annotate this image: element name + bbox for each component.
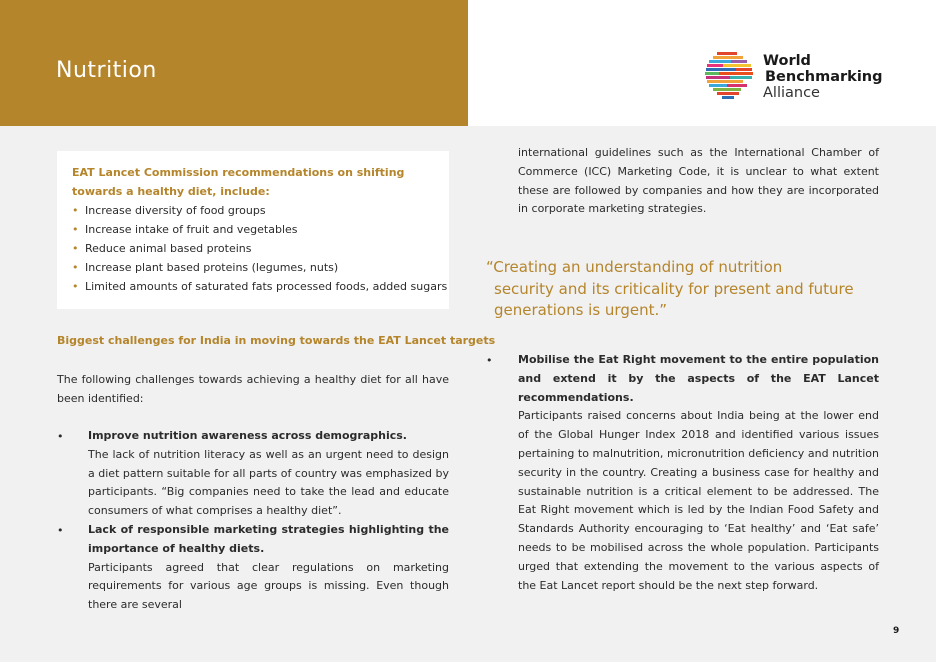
page-title: Nutrition — [56, 58, 157, 83]
bullet-icon: • — [57, 430, 64, 443]
logo-wordmark — [763, 53, 883, 101]
list-item: • Increase diversity of food groups — [72, 201, 447, 220]
list-item: • Reduce animal based proteins — [72, 239, 447, 258]
challenge-3 — [518, 351, 879, 595]
list-item: • Increase plant based proteins (legumes, nuts) — [72, 258, 447, 277]
challenge-3-body: Participants raised concerns about India being at the lower end of the Global Hunger Index 2018 and identified various issues pertaining to malnutrition, micronutrition deficiency and nutrition security in the country. Creating a business case for healthy and sustainable nutrition is a critical element to be addressed. The Eat Right movement which is led by the Indian Food Safety and Standards Authority encouraging to ‘Eat healthy’ and ‘Eat safe’ needs to be mobilised across the whole population. Participants urged that extending the movement to the various aspects of the Eat Lancet report should be the next step forward. — [518, 409, 879, 592]
challenge-2-body: Participants agreed that clear regulations on marketing requirements for various age groups is missing. Even though there are several — [88, 560, 449, 612]
logo-line-3: Alliance — [763, 85, 820, 101]
quote-line: security and its criticality for present and future — [494, 279, 854, 298]
bullet-icon: • — [72, 242, 79, 255]
bullet-icon: • — [72, 261, 79, 274]
bullet-icon: • — [72, 280, 79, 293]
page-number: 9 — [893, 626, 900, 636]
challenge-1 — [88, 427, 449, 521]
header-band — [0, 0, 468, 126]
recommendations-box — [57, 151, 449, 309]
list-item: • Increase intake of fruit and vegetables — [72, 220, 447, 239]
section-subheading: Biggest challenges for India in moving towards the EAT Lancet targets — [57, 334, 496, 347]
logo-mark-icon — [705, 51, 757, 103]
intro-paragraph: The following challenges towards achieving a healthy diet for all have been identified: — [57, 373, 449, 405]
recommendations-list — [72, 201, 447, 296]
continuation-paragraph: international guidelines such as the International Chamber of Commerce (ICC) Marketing Code, it is unclear to what extent these are followed by companies and how they are incorporated in corporate marketing strategies. — [518, 146, 879, 216]
pull-quote — [486, 257, 886, 322]
challenge-3-title: Mobilise the Eat Right movement to the entire population and extend it by the aspects of the EAT Lancet recommendations. — [518, 353, 879, 404]
quote-line: “Creating an understanding of nutrition — [486, 258, 783, 276]
challenge-2 — [88, 521, 449, 615]
logo-line-1: World — [763, 53, 811, 69]
bullet-icon: • — [72, 223, 79, 236]
bullet-icon: • — [486, 354, 493, 367]
wba-logo — [705, 51, 885, 105]
quote-line: generations is urgent.” — [494, 301, 667, 319]
box-title: EAT Lancet Commission recommendations on shifting towards a healthy diet, include: — [72, 166, 405, 198]
challenge-1-title: Improve nutrition awareness across demographics. — [88, 429, 407, 442]
challenge-1-body: The lack of nutrition literacy as well as an urgent need to design a diet pattern suitable for all parts of country was emphasized by participants. “Big companies need to take the lead and educate consumers of what comprises a healthy diet”. — [88, 447, 449, 518]
list-item: • Limited amounts of saturated fats processed foods, added sugars — [72, 277, 447, 296]
challenge-2-title: Lack of responsible marketing strategies highlighting the importance of healthy diets. — [88, 523, 449, 555]
bullet-icon: • — [57, 524, 64, 537]
logo-line-2: Benchmarking — [765, 69, 883, 85]
bullet-icon: • — [72, 204, 79, 217]
